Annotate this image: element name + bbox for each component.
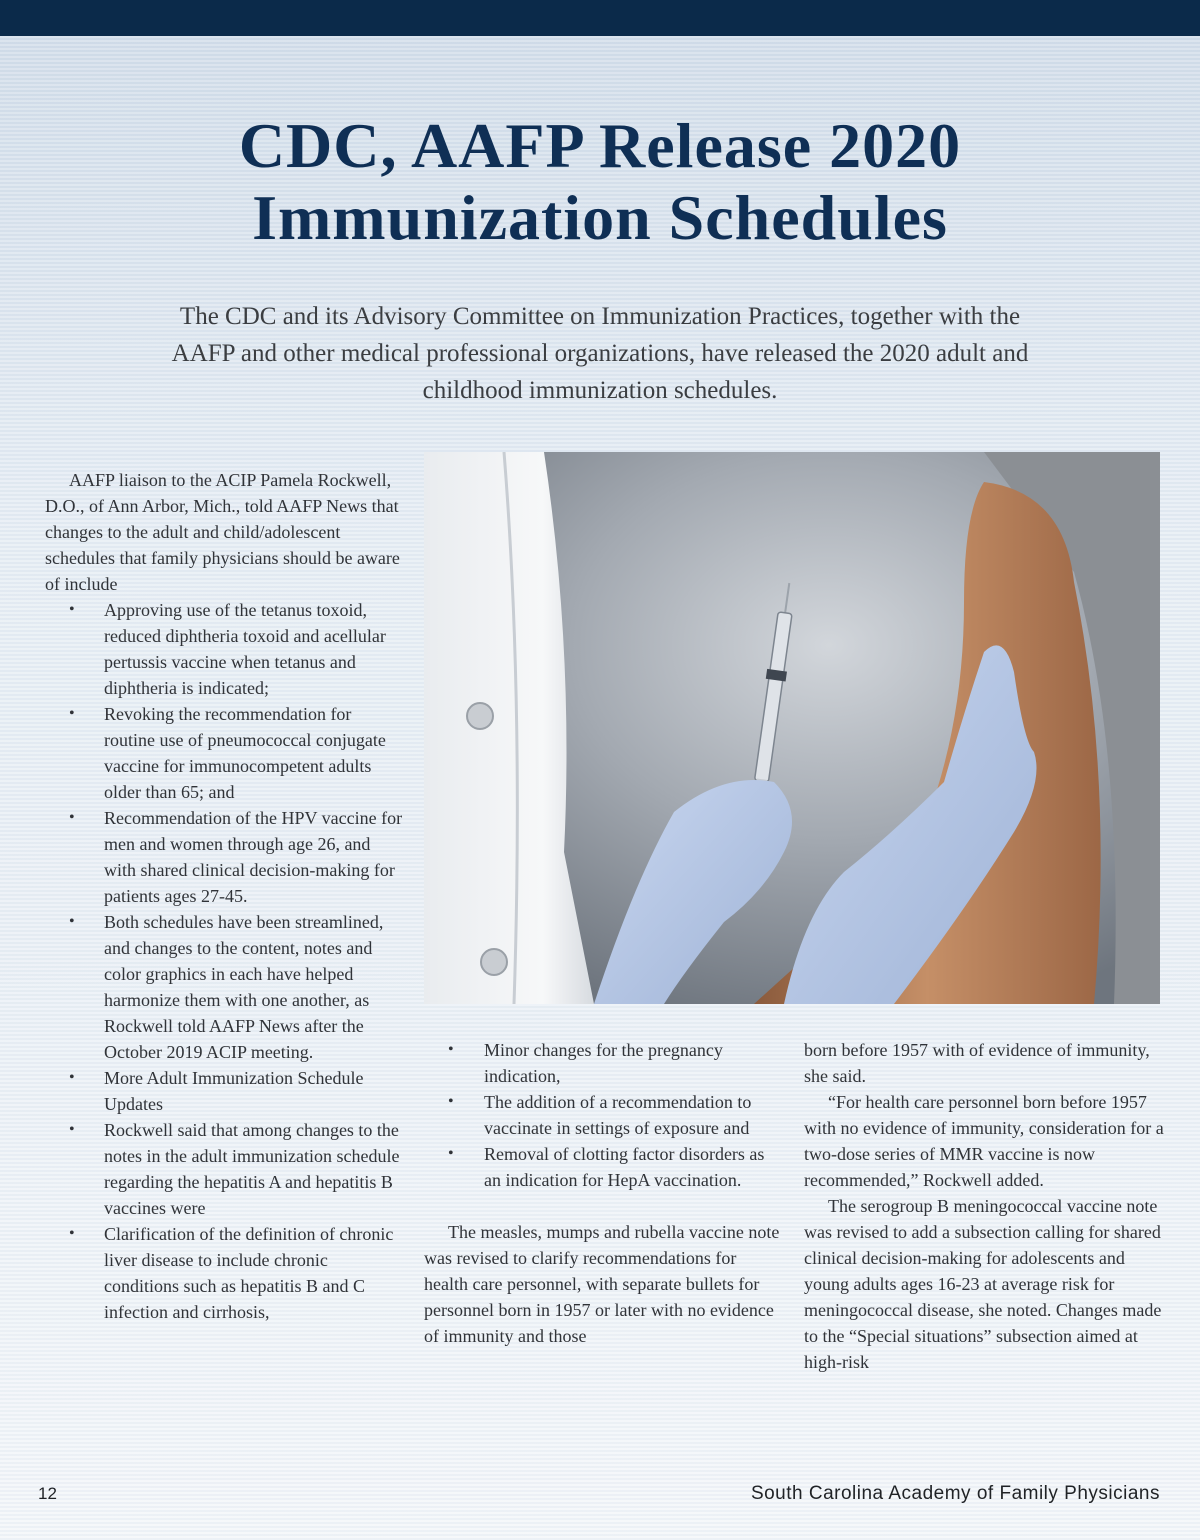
publication-name: South Carolina Academy of Family Physicians <box>750 1483 1160 1504</box>
bullet-icon: • <box>69 913 75 930</box>
bullet-icon: • <box>69 705 75 722</box>
paragraph-continued: born before 1957 with of evidence of immunity, she said. <box>804 1040 1150 1086</box>
deck-line-1: The CDC and its Advisory Committee on Immunization Practices, together with the <box>179 303 1021 330</box>
list-item: • The addition of a recommendation to vaccinate in settings of exposure and <box>424 1089 784 1141</box>
meningococcal-paragraph: The serogroup B meningococcal vaccine note was revised to add a subsection calling for shared clinical decision-making for adolescents and young adults ages 16-23 at average risk for meningococcal disease, she noted. Changes made to the “Special situations” subsection aimed at high-risk <box>804 1196 1162 1372</box>
page-number: 12 <box>38 1484 57 1503</box>
list-item: • Rockwell said that among changes to the notes in the adult immunization schedule regarding the hepatitis A and hepatitis B vaccines were <box>45 1117 405 1221</box>
list-item: • Clarification of the definition of chronic liver disease to include chronic conditions such as hepatitis B and C infection and cirrhosis, <box>45 1221 405 1325</box>
column-3 <box>804 1037 1164 1375</box>
deck-line-3: childhood immunization schedules. <box>422 377 778 404</box>
article-deck <box>110 298 1090 409</box>
bullet-icon: • <box>448 1093 454 1110</box>
list-item: • Minor changes for the pregnancy indication, <box>424 1037 784 1089</box>
title-line-1: CDC, AAFP Release 2020 <box>238 110 962 181</box>
quote-paragraph: “For health care personnel born before 1957 with no evidence of immunity, consideration for a two-dose series of MMR vaccine is now recommended,” Rockwell added. <box>804 1092 1164 1190</box>
changes-list <box>45 597 405 1325</box>
bullet-icon: • <box>69 809 75 826</box>
bullet-icon: • <box>448 1041 454 1058</box>
deck-line-2: AAFP and other medical professional organizations, have released the 2020 adult and <box>171 340 1029 367</box>
top-bar <box>0 0 1200 36</box>
intro-paragraph: AAFP liaison to the ACIP Pamela Rockwell, D.O., of Ann Arbor, Mich., told AAFP News that changes to the adult and child/adolescent schedules that family physicians should be aware of include <box>45 470 400 594</box>
column-1 <box>45 467 405 1325</box>
bullet-icon: • <box>69 601 75 618</box>
list-item: • Removal of clotting factor disorders as an indication for HepA vaccination. <box>424 1141 784 1193</box>
list-item: • Recommendation of the HPV vaccine for men and women through age 26, and with shared clinical decision-making for patients ages 27-45. <box>45 805 405 909</box>
mmr-paragraph: The measles, mumps and rubella vaccine note was revised to clarify recommendations for health care personnel, with separate bullets for personnel born in 1957 or later with no evidence of immunity and those <box>424 1222 780 1346</box>
list-item: • More Adult Immunization Schedule Updates <box>45 1065 405 1117</box>
list-item: • Revoking the recommendation for routine use of pneumococcal conjugate vaccine for immunocompetent adults older than 65; and <box>45 701 405 805</box>
hepatitis-changes-list <box>424 1037 784 1193</box>
bullet-icon: • <box>69 1225 75 1242</box>
bullet-icon: • <box>69 1121 75 1138</box>
vaccination-illustration <box>424 452 1160 1004</box>
bullet-icon: • <box>69 1069 75 1086</box>
article-title <box>0 110 1200 254</box>
column-2 <box>424 1037 784 1349</box>
bullet-icon: • <box>448 1145 454 1162</box>
list-item: • Approving use of the tetanus toxoid, reduced diphtheria toxoid and acellular pertussis vaccine when tetanus and diphtheria is indicated; <box>45 597 405 701</box>
title-line-2: Immunization Schedules <box>252 182 948 253</box>
vaccination-photo <box>424 452 1160 1004</box>
list-item: • Both schedules have been streamlined, and changes to the content, notes and color graphics in each have helped harmonize them with one another, as Rockwell told AAFP News after the October 2019 ACIP meeting. <box>45 909 405 1065</box>
